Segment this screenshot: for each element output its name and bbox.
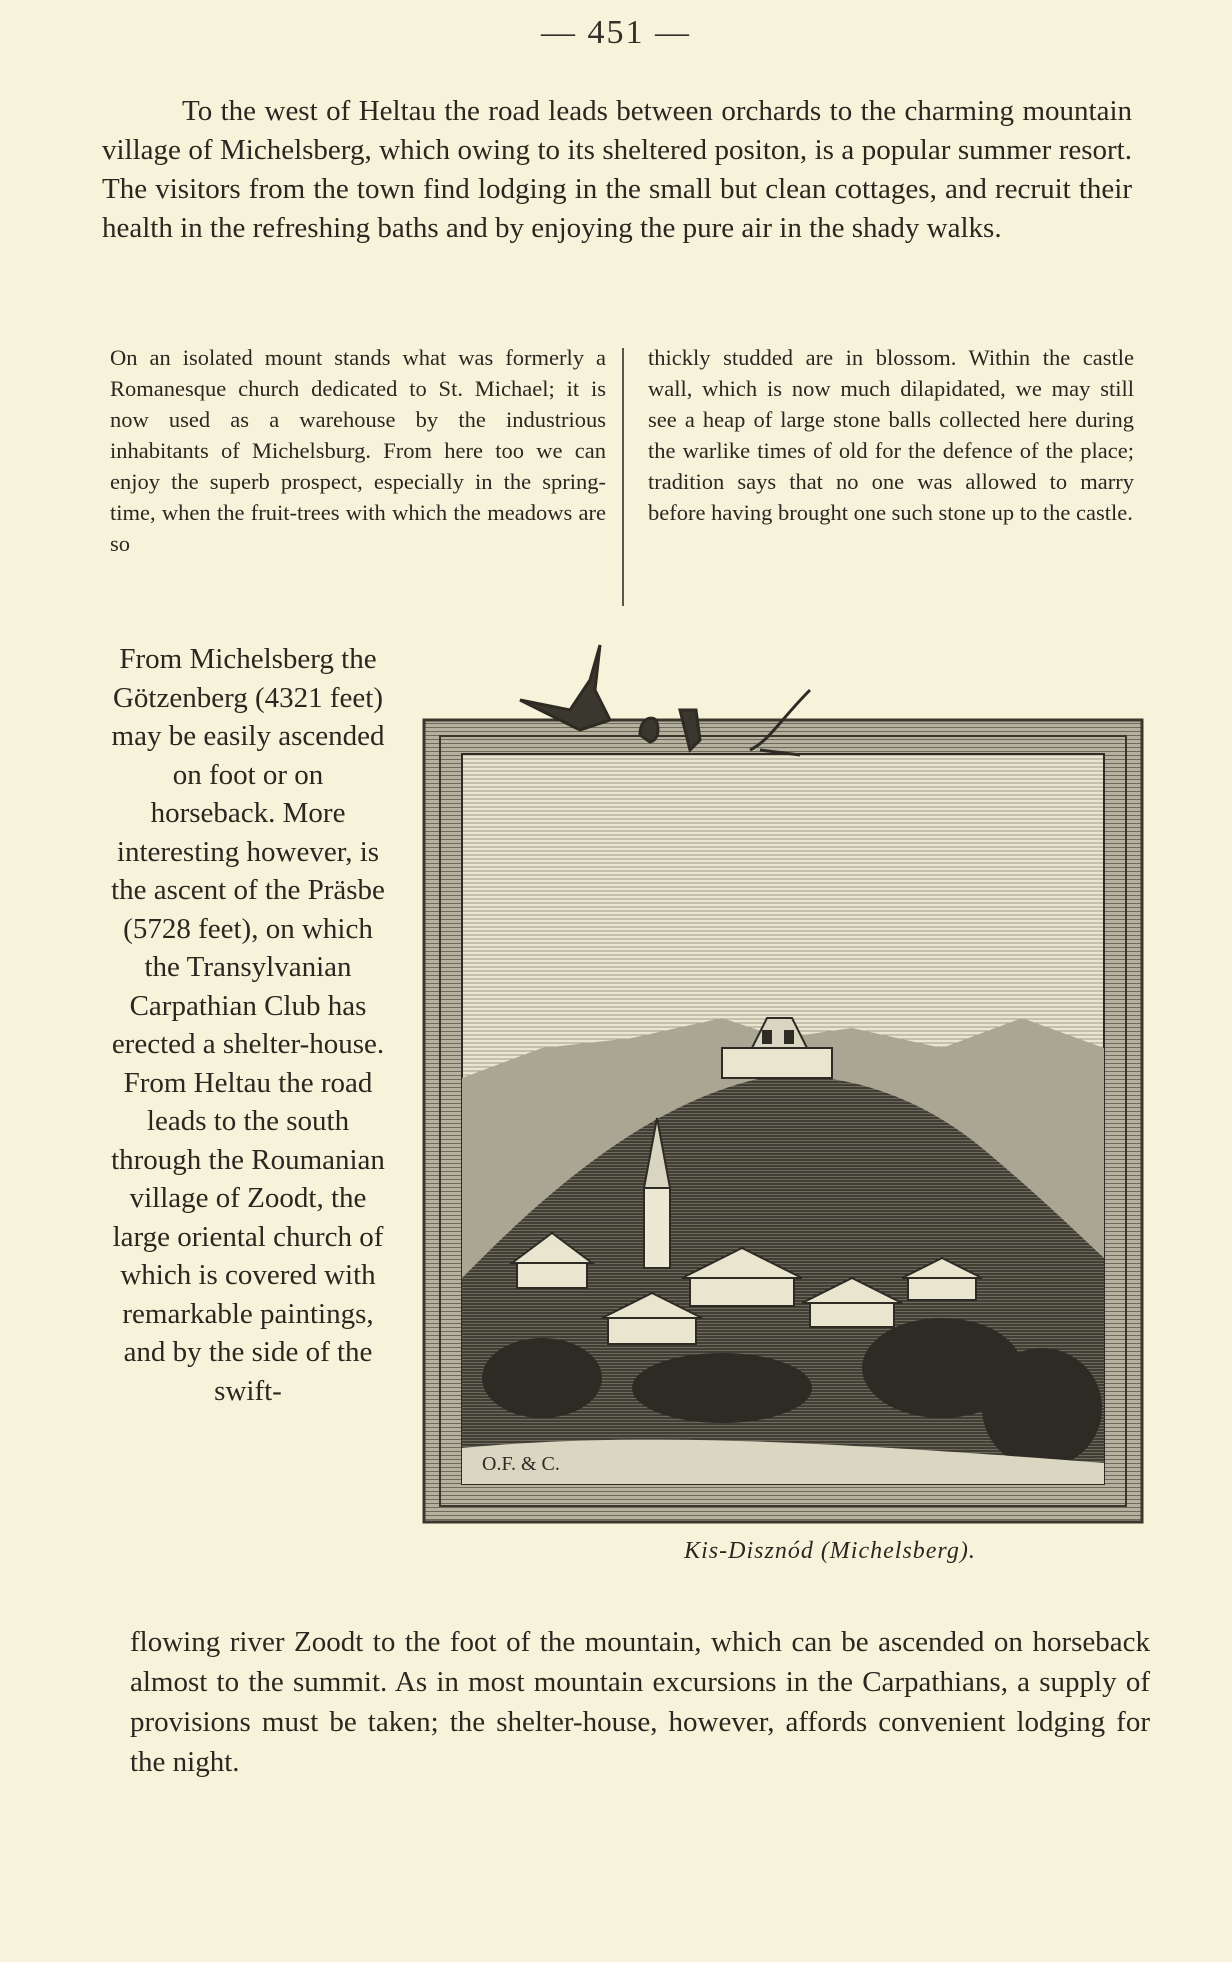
bottom-paragraph: flowing river Zoodt to the foot of the mountain, which can be ascended on horseback almost to the summit. As in most mountain excursions in the Carpathians, a supply of provisions must be taken; the shelter-house, however, affords convenient lodging for the night. bbox=[130, 1626, 1150, 1778]
bird-icon bbox=[520, 645, 610, 730]
engraver-mark: O.F. & C. bbox=[482, 1453, 560, 1475]
left-column-text: On an isolated mount stands what was formerly a Romanesque church dedicated to St. Michael; it is now used as a warehouse by the industrious inhabitants of Michelsburg. From here too we can enjoy the superb prospect, especially in the spring-time, when the fruit-trees with which the meadows are so bbox=[110, 345, 606, 556]
birds-decoration bbox=[500, 640, 900, 760]
bird-icon bbox=[750, 690, 810, 755]
bird-icon bbox=[640, 718, 658, 742]
bird-icon bbox=[680, 710, 700, 750]
top-paragraph: To the west of Heltau the road leads between orchards to the charming mountain village of Michelsberg, which owing to its sheltered positon, is a popular summer resort. The visitors from the town find lodging in the small but clean cottages, and recruit their health in the refreshing baths and by enjoying the pure air in the shady walks. bbox=[102, 95, 1132, 244]
column-divider bbox=[622, 348, 624, 606]
page-number: — 451 — bbox=[541, 14, 691, 51]
wrapped-paragraph: From Michelsberg the Götzenberg (4321 feet) may be easily ascended on foot or on horseback. More interesting however, is the ascent of the Präsbe (5728 feet), on which the Transylvanian Carpathian Club has erected a shelter-house. From Heltau the road leads to the south through the Roumanian village of Zoodt, the large oriental church of which is covered with remarkable paintings, and by the side of the swift- bbox=[111, 643, 385, 1407]
right-column-text: thickly studded are in blossom. Within the castle wall, which is now much dilapidated, we may still see a heap of large stone balls collected here during the warlike times of old for the defence of the place; tradition says that no one was allowed to marry before having brought one such stone up to the castle. bbox=[648, 345, 1134, 525]
figure-caption: Kis-Disznód (Michelsberg). bbox=[684, 1538, 976, 1564]
village-engraving-illustration bbox=[422, 718, 1144, 1524]
